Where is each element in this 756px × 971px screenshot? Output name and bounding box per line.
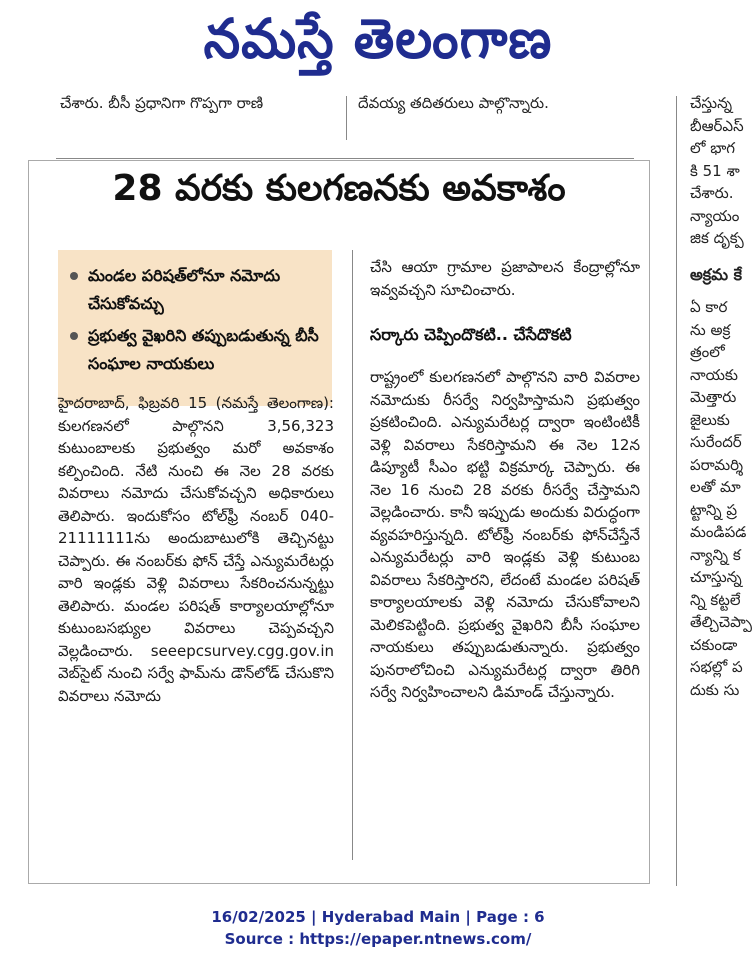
- column-2-top-text: చేసి ఆయా గ్రామాల ప్రజాపాలన కేంద్రాల్లోనూ ఇవ్వవచ్చని సూచించారు.: [370, 258, 640, 299]
- highlight-item: [70, 262, 322, 318]
- highlight-text: ప్రభుత్వ వైఖరిని తప్పుబడుతున్న బీసీ సంఘాల నాయకులు: [88, 326, 319, 373]
- adjacent-line: మెత్తారు: [690, 388, 737, 406]
- highlights-box: [58, 250, 332, 406]
- column-2-body-text: రాష్ట్రంలో కులగణనలో పాల్గొనని వారి వివరాల నమోదుకు రీసర్వే నిర్వహిస్తామని ప్రభుత్వం ప్రకటించింది. ఎన్యుమరేటర్ల ద్వారా ఇంటింటికీ వెళ్లి వివరాలు సేకరిస్తామని ఈ నెల 12న డిప్యూటీ సీఎం భట్టి విక్రమార్క చెప్పారు. ఈ నెల 16 నుంచి 28 వరకు రీసర్వే చేస్తామని వెల్లడించారు. కానీ ఇప్పుడు అందుకు విరుద్ధంగా వ్యవహరిస్తున్నది. టోల్‌ఫ్రీ నంబర్‌కు ఫోన్‌చేస్తేనే ఎన్యుమరేటర్లు వారి ఇండ్లకు వెళ్లి కుటుంబ వివరాలు సేకరిస్తారని, లేదంటే మండల పరిషత్ కార్యాలయాలకు వెళ్లి నమోదు చేసుకోవాలని మెలికపెట్టింది. ప్రభుత్వ వైఖరిని బీసీ సంఘాల నాయకులు తప్పుబడుతున్నారు. ప్రభుత్వం పునరాలోచించి ఎన్యుమరేటర్ల ద్వారా తిరిగి సర్వే నిర్వహించాలని డిమాండ్ చేస్తున్నారు.: [370, 368, 640, 701]
- masthead: [0, 0, 756, 92]
- adjacent-line: దుకు సు: [690, 680, 740, 699]
- column-divider: [352, 250, 353, 860]
- adjacent-line: ట్టాన్ని ప్ర: [690, 500, 738, 519]
- article-subheading: సర్కారు చెప్పిందొకటి.. చేసేదొకటి: [370, 325, 572, 344]
- adjacent-line: చూస్తున్న: [690, 568, 742, 586]
- article-headline: 28 వరకు కులగణనకు అవకాశం: [112, 168, 566, 209]
- highlight-item: [70, 322, 322, 378]
- adjacent-heading: అక్రమ కే: [690, 264, 743, 284]
- adjacent-line: తేల్చిచెప్పా: [690, 613, 753, 631]
- source-link[interactable]: Source : https://epaper.ntnews.com/: [224, 930, 532, 948]
- adjacent-line: మండిపడ: [690, 523, 747, 541]
- section-divider: [56, 158, 634, 159]
- adjacent-line: జిక దృక్ప: [690, 229, 744, 247]
- masthead-title: నమస్తే తెలంగాణ: [203, 7, 553, 71]
- article-column-2-top: [370, 256, 640, 301]
- adjacent-line: కి 51 శా: [690, 161, 740, 180]
- previous-article-left-fragment: [60, 92, 340, 140]
- adjacent-line: సభల్లో ప: [690, 658, 743, 676]
- edition-info: 16/02/2025 | Hyderabad Main | Page : 6: [211, 908, 545, 926]
- adjacent-line: న్యాయం: [690, 206, 740, 225]
- fragment-line: దేవయ్య తదితరులు పాల్గొన్నారు.: [358, 94, 549, 112]
- adjacent-top-lines: [690, 92, 756, 250]
- adjacent-line: ఏ కార: [690, 298, 728, 316]
- adjacent-line: నాయకు: [690, 365, 738, 384]
- adjacent-line: ను అక్ర: [690, 320, 731, 339]
- page-footer: [0, 906, 756, 950]
- bullet-icon: [70, 272, 78, 280]
- adjacent-line: సురేందర్: [690, 433, 742, 451]
- adjacent-line: లతో మా: [690, 478, 741, 496]
- adjacent-line: న్యాన్ని క: [690, 545, 741, 564]
- adjacent-bottom-lines: [690, 296, 756, 701]
- adjacent-line: లో భాగ: [690, 139, 736, 157]
- adjacent-line: పరామర్శి: [690, 455, 744, 474]
- article-column-2-body: [370, 366, 640, 704]
- adjacent-line: చేశారు.: [690, 184, 734, 202]
- article-column-1: [58, 392, 334, 707]
- highlight-text: మండల పరిషత్‌లోనూ నమోదు చేసుకోవచ్చు: [88, 266, 281, 313]
- adjacent-line: జైలుకు: [690, 410, 730, 429]
- adjacent-article-fragment: [690, 92, 756, 892]
- adjacent-line: బీఆర్ఎస్: [690, 116, 744, 135]
- bullet-icon: [70, 332, 78, 340]
- fragment-line: చేశారు. బీసీ ప్రధానిగా గొప్పగా రాణి: [60, 94, 264, 112]
- adjacent-line: చకుండా: [690, 635, 738, 654]
- adjacent-line: న్ని కట్టలే: [690, 590, 741, 609]
- column-divider: [346, 96, 347, 140]
- adjacent-line: త్రంలో: [690, 343, 725, 361]
- adjacent-line: చేస్తున్న: [690, 94, 733, 112]
- column-1-text: హైదరాబాద్, ఫిబ్రవరి 15 (నమస్తే తెలంగాణ): కులగణనలో పాల్గొనని 3,56,323 కుటుంబాలకు ప్రభుత్వం మరో అవకాశం కల్పించింది. నేటి నుంచి ఈ నెల 28 వరకు వివరాలు నమోదు చేసుకోవచ్చని అధికారులు తెలిపారు. ఇందుకోసం టోల్‌ఫ్రీ నంబర్ 040-21111111ను అందుబాటులోకి తెచ్చినట్టు చెప్పారు. ఈ నంబర్‌కు ఫోన్ చేస్తే ఎన్యుమరేటర్లు వారి ఇండ్లకు వెళ్లి వివరాలు సేకరించనున్నట్టు తెలిపారు. మండల పరిషత్ కార్యాలయాల్లోనూ కుటుంబసభ్యుల వివరాలు చెప్పవచ్చని వెల్లడించారు. seeepcsurvey.cgg.gov.in వెబ్‌సైట్ నుంచి సర్వే ఫామ్‌ను డౌన్‌లోడ్ చేసుకొని వివరాలు నమోదు: [58, 394, 334, 705]
- column-divider: [676, 96, 677, 886]
- previous-article-middle-fragment: [358, 92, 638, 140]
